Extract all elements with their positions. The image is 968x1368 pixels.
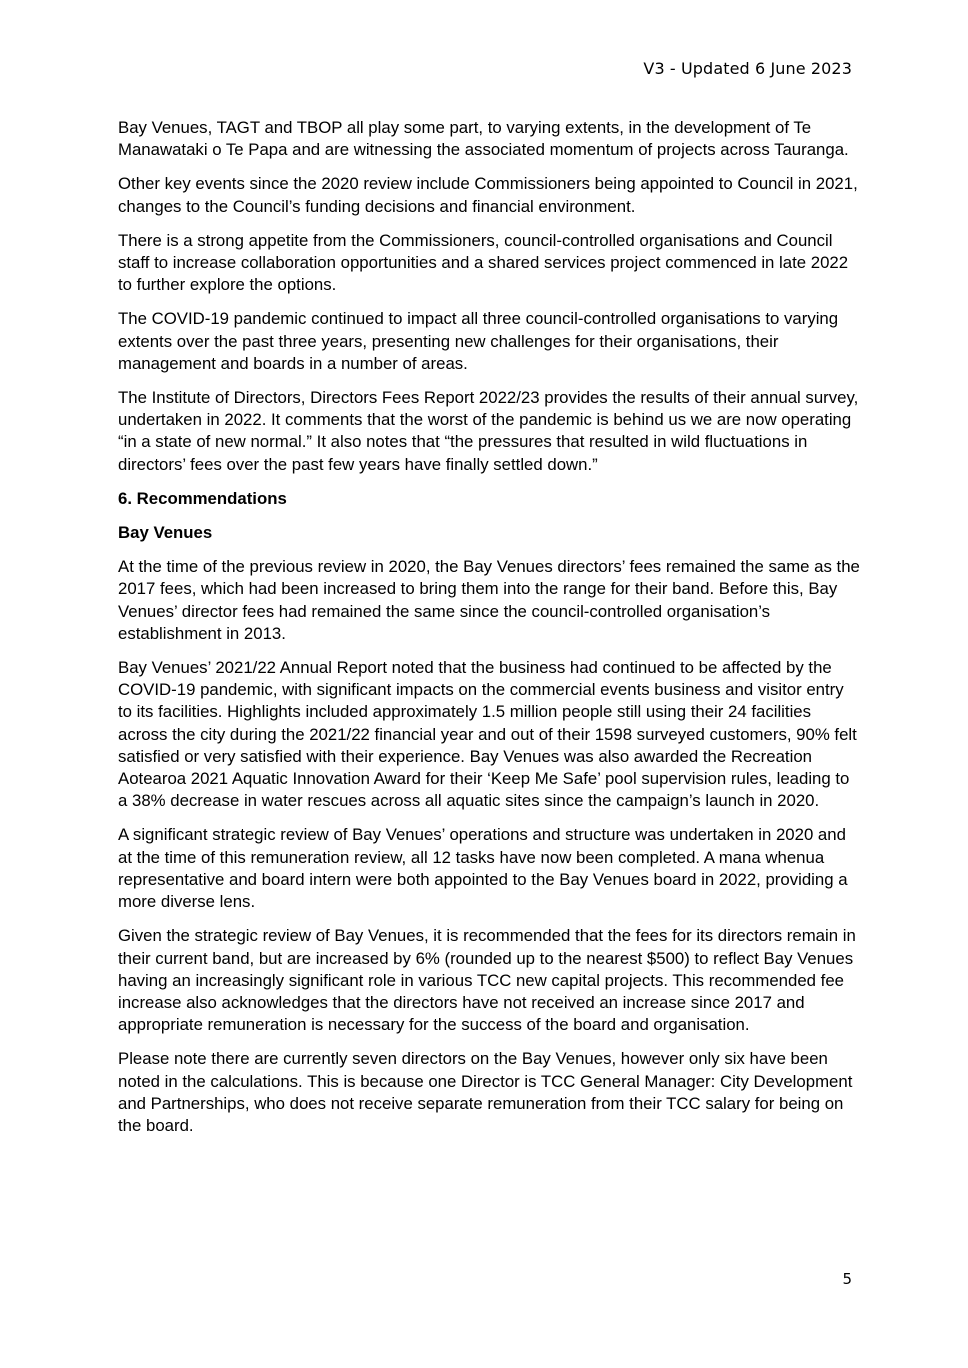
paragraph-fee-recommendation: Given the strategic review of Bay Venues, it is recommended that the fees for its directors remain in their current band, but are increased by 6% (rounded up to the nearest $500) to reflect Bay Venues having an increasingly significant role in various TCC new capital projects. This recommended fee increase also acknowledges that the directors have not received an increase since 2017 and appropriate remuneration is necessary for the success of the board and organisation. <box>118 926 856 1035</box>
sub-heading-bay-venues: Bay Venues <box>118 523 213 543</box>
paragraph-te-manawataki: Bay Venues, TAGT and TBOP all play some part, to varying extents, in the development of Te Manawataki o Te Papa and are witnessing the associated momentum of projects across Tauranga. <box>118 118 849 160</box>
page-number: 5 <box>842 1270 852 1288</box>
paragraph-collaboration: There is a strong appetite from the Commissioners, council-controlled organisations and Council staff to increase collaboration opportunities and a shared services project commenced in late 2022 to further explore the options. <box>118 230 849 295</box>
document-body <box>118 117 860 1149</box>
paragraph-previous-review: At the time of the previous review in 2020, the Bay Venues directors’ fees remained the same as the 2017 fees, which had been increased to bring them into the range for their band. Before this, Bay Venues’ director fees had remained the same since the council-controlled organisation’s establishment in 2013. <box>118 557 860 643</box>
section-heading-recommendations: 6. Recommendations <box>118 488 287 508</box>
paragraph-annual-report: Bay Venues’ 2021/22 Annual Report noted that the business had continued to be affected by the COVID-19 pandemic, with significant impacts on the commercial events business and visitor entry to its facilities. Highlights included approximately 1.5 million people still using their 24 facilities across the city during the 2021/22 financial year and out of their 1598 surveyed customers, 90% felt satisfied or very satisfied with their experience. Bay Venues was also awarded the Recreation Aotearoa 2021 Aquatic Innovation Award for their ‘Keep Me Safe’ pool supervision rules, leading to a 38% decrease in water rescues across all aquatic sites since the campaign’s launch in 2020. <box>118 658 857 811</box>
paragraph-key-events: Other key events since the 2020 review include Commissioners being appointed to Council in 2021, changes to the Council’s funding decisions and financial environment. <box>118 174 858 216</box>
paragraph-covid-impact: The COVID-19 pandemic continued to impact all three council-controlled organisations to varying extents over the past three years, presenting new challenges for their organisations, their management and boards in a number of areas. <box>118 309 839 373</box>
paragraph-strategic-review: A significant strategic review of Bay Venues’ operations and structure was undertaken in 2020 and at the time of this remuneration review, all 12 tasks have now been completed. A mana whenua representative and board intern were both appointed to the Bay Venues board in 2022, providing a more diverse lens. <box>118 825 848 912</box>
paragraph-directors-fees-report: The Institute of Directors, Directors Fees Report 2022/23 provides the results of their annual survey, undertaken in 2022. It comments that the worst of the pandemic is behind us we are now operating “in a state of new normal.” It also notes that “the pressures that resulted in wild fluctuations in directors’ fees over the past few years have finally settled down.” <box>118 388 859 474</box>
paragraph-director-count-note: Please note there are currently seven directors on the Bay Venues, however only six have been noted in the calculations. This is because one Director is TCC General Manager: City Development and Partnerships, who does not receive separate remuneration from their TCC salary for being on the board. <box>118 1049 853 1135</box>
version-header: V3 - Updated 6 June 2023 <box>643 59 852 78</box>
